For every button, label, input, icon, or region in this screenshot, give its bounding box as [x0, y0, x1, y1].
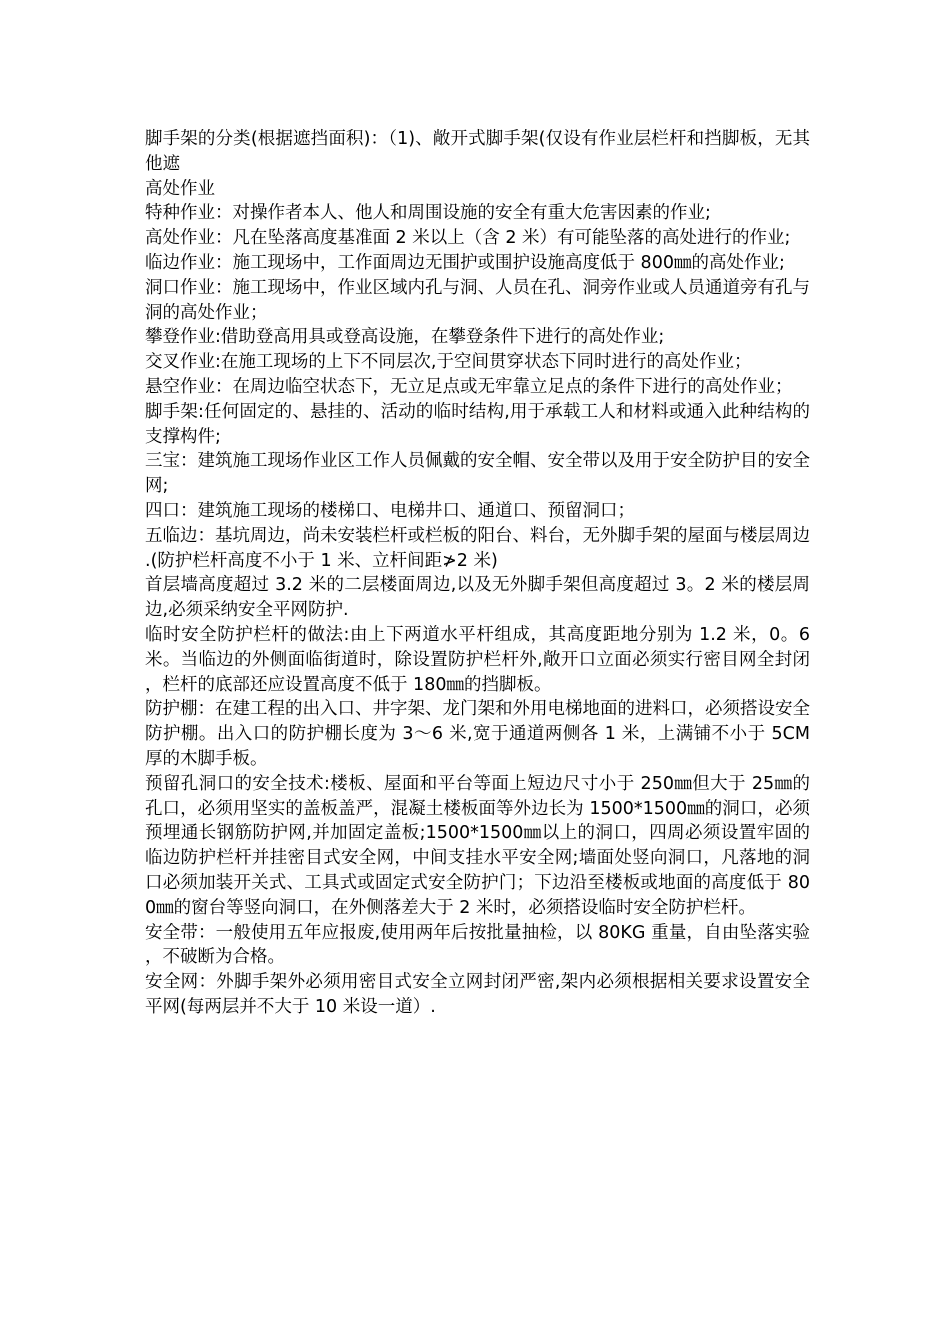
paragraph-protective-shed: 防护棚：在建工程的出入口、井字架、龙门架和外用电梯地面的进料口，必须搭设安全防护棚。出入口的防护棚长度为 3～6 米,宽于通道两侧各 1 米，上满铺不小于 5CM 厚的木脚手板。	[145, 699, 810, 769]
paragraph-five-edges: 五临边：基坑周边，尚未安装栏杆或栏板的阳台、料台，无外脚手架的屋面与楼层周边.(防护栏杆高度不小于 1 米、立杆间距≯2 米)	[145, 525, 810, 571]
paragraph-temporary-railing: 临时安全防护栏杆的做法:由上下两道水平杆组成，其高度距地分别为 1.2 米，0。6 米。当临边的外侧面临街道时，除设置防护栏杆外,敞开口立面必须实行密目网全封闭，栏杆的底部还应设置高度不低于 180㎜的挡脚板。	[145, 624, 810, 695]
paragraph-four-openings: 四口：建筑施工现场的楼梯口、电梯井口、通道口、预留洞口；	[145, 500, 635, 521]
paragraph-safety-net: 安全网：外脚手架外必须用密目式安全立网封闭严密,架内必须根据相关要求设置安全平网(每两层并不大于 10 米设一道）.	[145, 972, 810, 1017]
paragraph-cross-work: 交叉作业:在施工现场的上下不同层次,于空间贯穿状态下同时进行的高处作业；	[145, 352, 752, 373]
paragraph-heading-work-at-height: 高处作业	[145, 178, 215, 199]
paragraph-climbing-work: 攀登作业:借助登高用具或登高设施，在攀登条件下进行的高处作业;	[145, 327, 665, 348]
paragraph-reserved-openings: 预留孔洞口的安全技术:楼板、屋面和平台等面上短边尺寸小于 250㎜但大于 25㎜的孔口，必须用坚实的盖板盖严，混凝土楼板面等外边长为 1500*1500㎜的洞口，必须预埋通长钢筋防护网,并加固定盖板;1500*1500㎜以上的洞口，四周必须设置牢固的临边防护栏杆并挂密目式安全网，中间支挂水平安全网;墙面处竖向洞口，凡落地的洞口必须加装开关式、工具式或固定式安全防护门；下边沿至楼板或地面的高度低于 800㎜的窗台等竖向洞口，在外侧落差大于 2 米时，必须搭设临时安全防护栏杆。	[145, 773, 810, 918]
paragraph-three-treasures: 三宝：建筑施工现场作业区工作人员佩戴的安全帽、安全带以及用于安全防护目的安全网;	[145, 451, 810, 497]
paragraph-scaffold-definition: 脚手架:任何固定的、悬挂的、活动的临时结构,用于承载工人和材料或通入此种结构的支撑构件;	[145, 401, 810, 447]
paragraph-scaffold-classification: 脚手架的分类(根据遮挡面积)：（1)、敞开式脚手架(仅设有作业层栏杆和挡脚板，无其他遮	[145, 129, 810, 174]
paragraph-first-floor-wall: 首层墙高度超过 3.2 米的二层楼面周边,以及无外脚手架但高度超过 3。2 米的楼层周边,必须采纳安全平网防护.	[145, 575, 810, 621]
paragraph-special-work: 特种作业：对操作者本人、他人和周围设施的安全有重大危害因素的作业;	[145, 203, 711, 224]
paragraph-opening-work: 洞口作业：施工现场中，作业区域内孔与洞、人员在孔、洞旁作业或人员通道旁有孔与洞的高处作业；	[145, 277, 810, 323]
paragraph-edge-work: 临边作业：施工现场中，工作面周边无围护或围护设施高度低于 800㎜的高处作业;	[145, 252, 785, 273]
paragraph-safety-belt: 安全带：一般使用五年应报废,使用两年后按批量抽检，以 80KG 重量，自由坠落实验，不破断为合格。	[145, 922, 810, 968]
paragraph-work-at-height: 高处作业：凡在坠落高度基准面 2 米以上（含 2 米）有可能坠落的高处进行的作业;	[145, 228, 791, 249]
paragraph-suspended-work: 悬空作业：在周边临空状态下，无立足点或无牢靠立足点的条件下进行的高处作业；	[145, 376, 793, 397]
document-body	[145, 127, 810, 1020]
